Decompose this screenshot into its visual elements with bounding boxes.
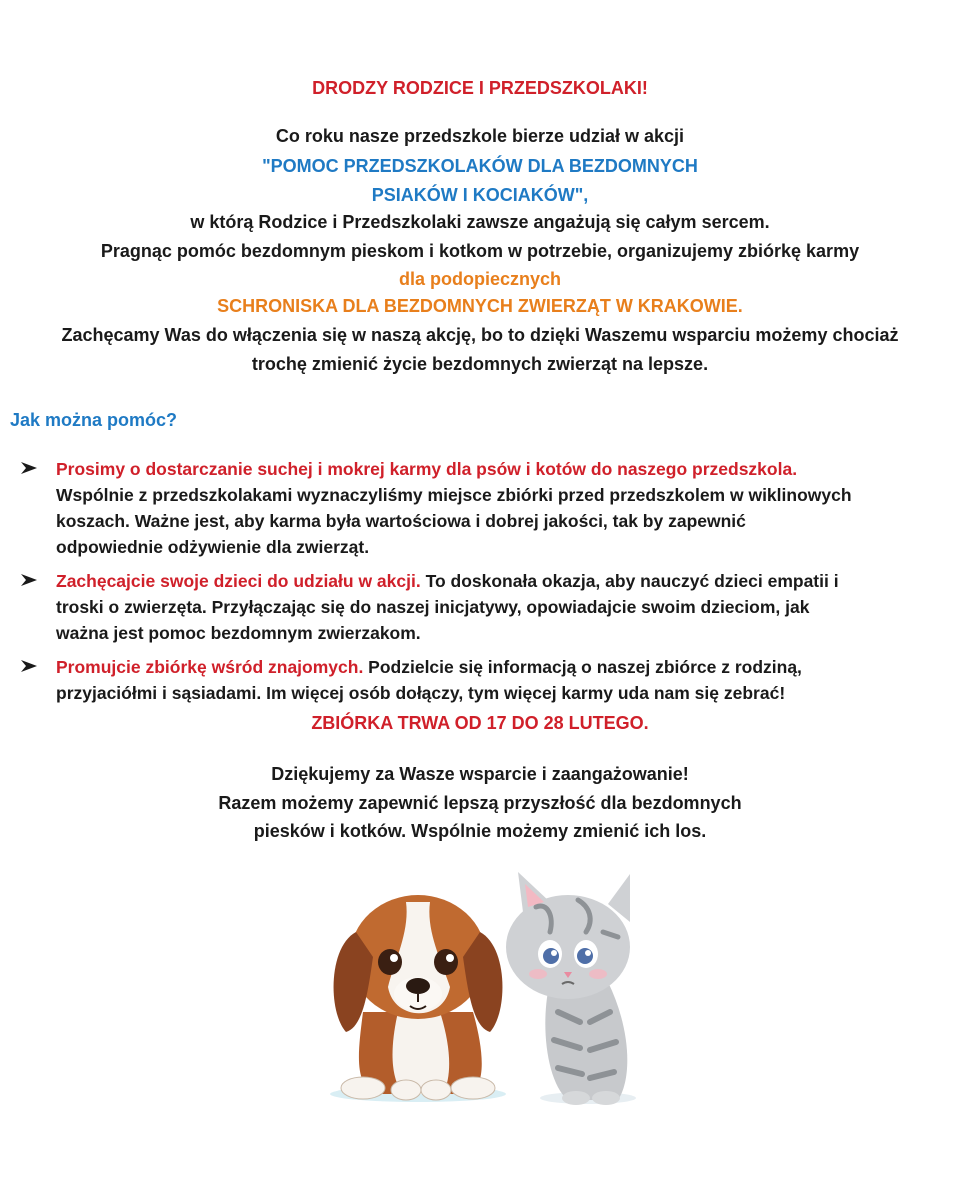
bullet-1-line: Wspólnie z przedszkolakami wyznaczyliśmy miejsce zbiórki przed przedszkolem w wiklinowych (56, 485, 852, 505)
closing-line-2: Razem możemy zapewnić lepszą przyszłość dla bezdomnych (218, 793, 742, 813)
bullet-2-line: ważna jest pomoc bezdomnym zwierzakom. (56, 623, 421, 643)
intro-line-6: trochę zmienić życie bezdomnych zwierząt na lepsze. (251, 354, 709, 374)
help-heading: Jak można pomóc? (10, 410, 178, 430)
puppy-and-kitten-illustration (318, 862, 658, 1112)
closing-line-1: Dziękujemy za Wasze wsparcie i zaangażowanie! (271, 764, 689, 784)
intro-line-2: w którą Rodzice i Przedszkolaki zawsze angażują się całym sercem. (190, 212, 770, 232)
campaign-name-line-2: PSIAKÓW I KOCIAKÓW", (371, 185, 589, 205)
arrowhead-bullet-icon (20, 566, 38, 587)
kitten-icon (506, 872, 630, 1105)
arrowhead-bullet-icon (20, 454, 38, 475)
intro-line-4: dla podopiecznych (398, 269, 562, 289)
arrowhead-bullet-icon (20, 652, 38, 673)
closing-line-3: piesków i kotków. Wspólnie możemy zmienić ich los. (253, 821, 707, 841)
bullet-1-text (56, 456, 852, 560)
bullet-2-line: troski o zwierzęta. Przyłączając się do naszej inicjatywy, opowiadajcie swoim dzieciom, jak (56, 597, 810, 617)
bullet-1-highlight: Prosimy o dostarczanie suchej i mokrej karmy dla psów i kotów do naszego przedszkola. (56, 459, 798, 479)
bullet-3-highlight: Promujcie zbiórkę wśród znajomych. (56, 657, 364, 677)
puppy-icon (334, 895, 503, 1100)
bullet-2-first-rest: To doskonała okazja, aby nauczyć dzieci empatii i (420, 571, 839, 591)
greeting-title: DRODZY RODZICE I PRZEDSZKOLAKI! (312, 78, 648, 98)
bullet-2-text (56, 568, 839, 646)
intro-line-3: Pragnąc pomóc bezdomnym pieskom i kotkom w potrzebie, organizujemy zbiórkę karmy (100, 241, 860, 261)
bullet-1-line: koszach. Ważne jest, aby karma była wartościowa i dobrej jakości, tak by zapewnić (56, 511, 746, 531)
campaign-name-line-1: "POMOC PRZEDSZKOLAKÓW DLA BEZDOMNYCH (262, 156, 698, 176)
bullet-3-first-rest: Podzielcie się informacją o naszej zbiórce z rodziną, (363, 657, 802, 677)
shelter-name: SCHRONISKA DLA BEZDOMNYCH ZWIERZĄT W KRAKOWIE. (217, 296, 743, 316)
bullet-2-highlight: Zachęcajcie swoje dzieci do udziału w akcji. (56, 571, 421, 591)
intro-line-1: Co roku nasze przedszkole bierze udział w akcji (275, 126, 685, 146)
bullet-1-line: odpowiednie odżywienie dla zwierząt. (56, 537, 370, 557)
intro-line-5: Zachęcamy Was do włączenia się w naszą akcję, bo to dzięki Waszemu wsparciu możemy chociaż (61, 325, 899, 345)
bullet-3-line: przyjaciółmi i sąsiadami. Im więcej osób dołączy, tym więcej karmy uda nam się zebrać! (56, 683, 786, 703)
collection-dates: ZBIÓRKA TRWA OD 17 DO 28 LUTEGO. (311, 713, 649, 733)
bullet-3-text (56, 654, 802, 706)
